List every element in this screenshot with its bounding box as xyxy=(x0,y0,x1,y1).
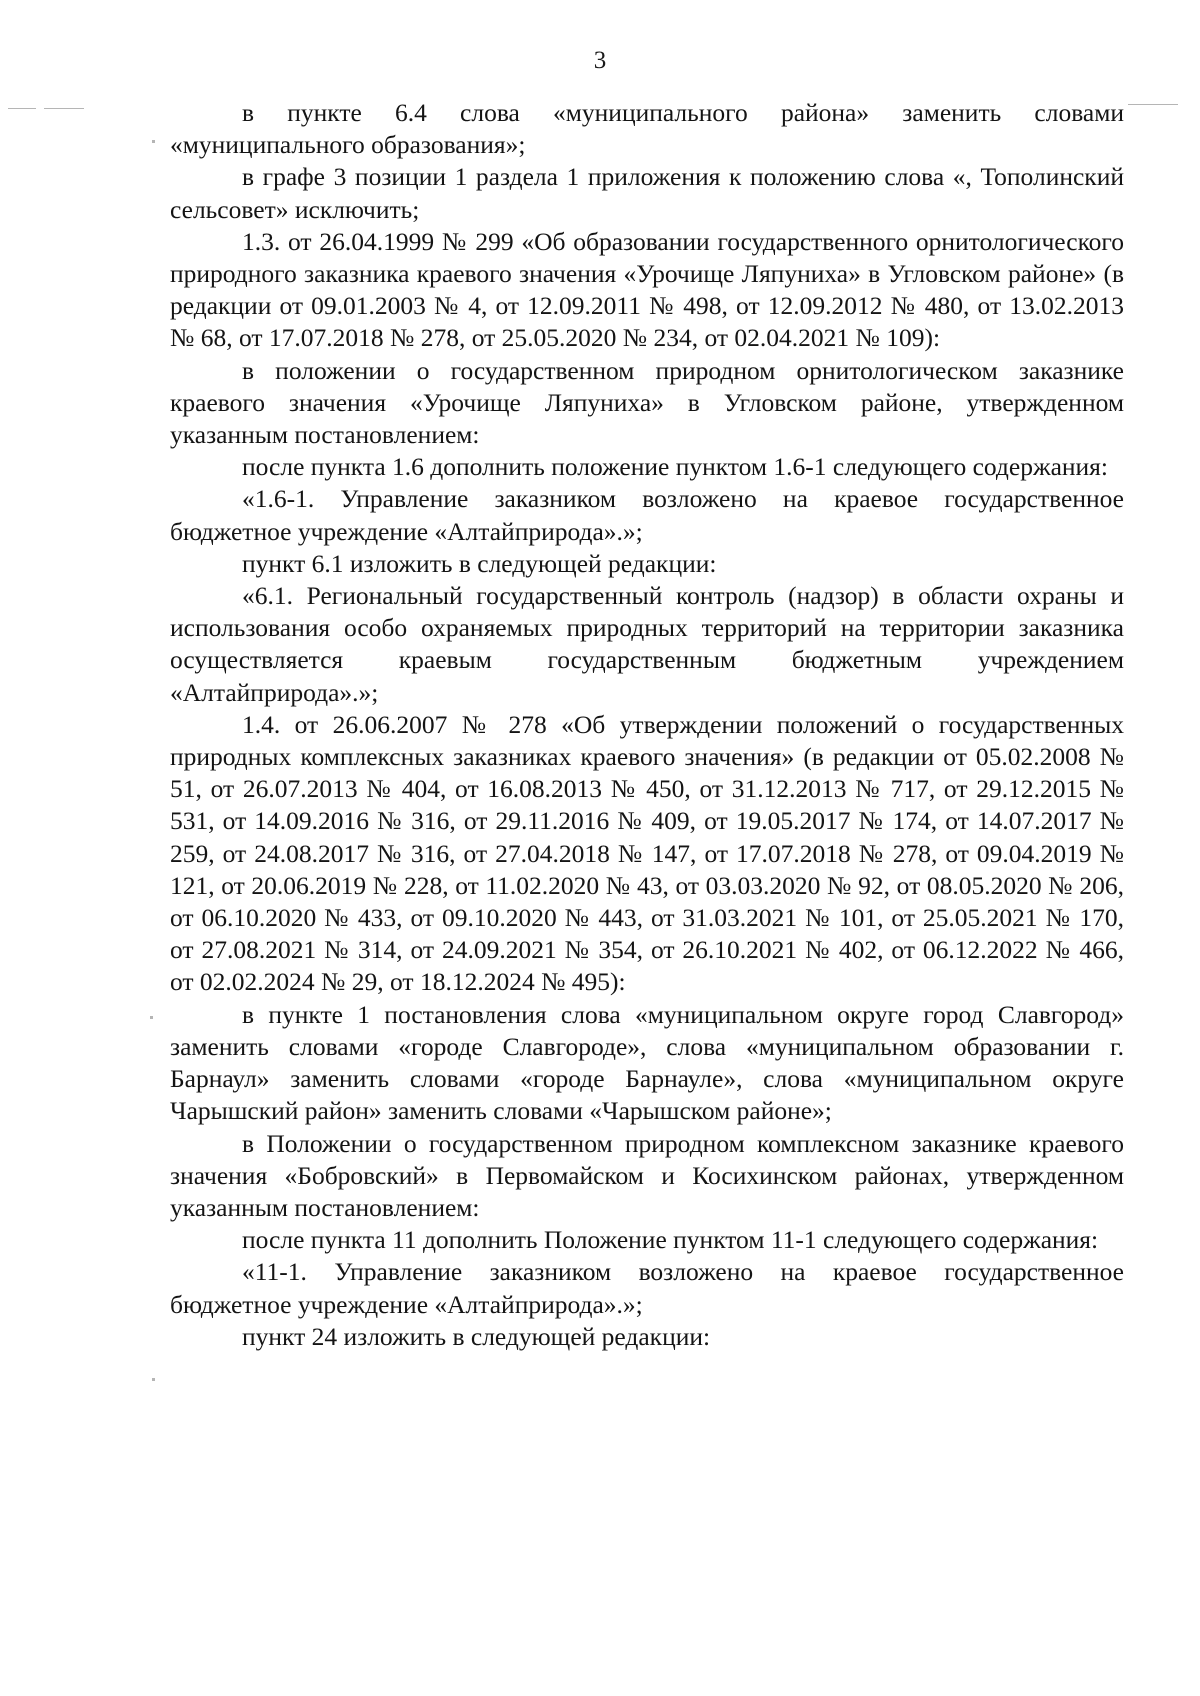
paragraph: 1.4. от 26.06.2007 № 278 «Об утверждении положений о государственных природных комплексных заказниках краевого значения» (в редакции от 05.02.2008 № 51, от 26.07.2013 № 404, от 16.08.2013 № 450, от 31.12.2013 № 717, от 29.12.2015 № 531, от 14.09.2016 № 316, от 29.11.2016 № 409, от 19.05.2017 № 174, от 14.07.2017 № 259, от 24.08.2017 № 316, от 27.04.2018 № 147, от 17.07.2018 № 278, от 09.04.2019 № 121, от 20.06.2019 № 228, от 11.02.2020 № 43, от 03.03.2020 № 92, от 08.05.2020 № 206, от 06.10.2020 № 433, от 09.10.2020 № 443, от 31.03.2021 № 101, от 25.05.2021 № 170, от 27.08.2021 № 314, от 24.09.2021 № 354, от 26.10.2021 № 402, от 06.12.2022 № 466, от 02.02.2024 № 29, от 18.12.2024 № 495): xyxy=(170,709,1124,997)
scan-speck xyxy=(152,1378,155,1381)
paragraph: в пункте 1 постановления слова «муниципальном округе город Славгород» заменить словами «городе Славгороде», слова «муниципальном образовании г. Барнаул» заменить словами «городе Барнауле», слова «муниципальном округе Чарышский район» заменить словами «Чарышском районе»; xyxy=(170,999,1124,1126)
paragraph: в Положении о государственном природном комплексном заказнике краевого значения «Бобровский» в Первомайском и Косихинском районах, утвержденном указанным постановлением: xyxy=(170,1128,1124,1222)
paragraph: в пункте 6.4 слова «муниципального района» заменить словами «муниципального образования»; xyxy=(170,98,1124,160)
paragraph: в положении о государственном природном орнитологическом заказнике краевого значения «Урочище Ляпуниха» в Угловском районе, утвержденном указанным постановлением: xyxy=(170,355,1124,450)
paragraph: после пункта 1.6 дополнить положение пунктом 1.6-1 следующего содержания: xyxy=(242,452,1108,482)
paragraph: в графе 3 позиции 1 раздела 1 приложения к положению слова «, Тополинский сельсовет» исключить; xyxy=(170,162,1124,224)
scan-speck xyxy=(150,1016,153,1019)
paragraph: «11-1. Управление заказником возложено на краевое государственное бюджетное учреждение «Алтайприрода».»; xyxy=(170,1257,1124,1319)
scan-speck xyxy=(152,140,155,143)
paragraph: после пункта 11 дополнить Положение пунктом 11-1 следующего содержания: xyxy=(242,1225,1099,1255)
paragraph: 1.3. от 26.04.1999 № 299 «Об образовании государственного орнитологического природного заказника краевого значения «Урочище Ляпуниха» в Угловском районе» (в редакции от 09.01.2003 № 4, от 12.09.2011 № 498, от 12.09.2012 № 480, от 13.02.2013 № 68, от 17.07.2018 № 278, от 25.05.2020 № 234, от 02.04.2021 № 109): xyxy=(170,226,1124,353)
scan-speck xyxy=(1128,104,1178,105)
paragraph: пункт 24 изложить в следующей редакции: xyxy=(242,1321,711,1351)
document-body xyxy=(170,97,1124,1353)
paragraph: «1.6-1. Управление заказником возложено на краевое государственное бюджетное учреждение «Алтайприрода».»; xyxy=(170,484,1124,546)
scan-speck xyxy=(8,108,36,109)
paragraph: пункт 6.1 изложить в следующей редакции: xyxy=(242,548,717,578)
scan-speck xyxy=(44,108,84,109)
page-number: 3 xyxy=(593,47,607,74)
paragraph: «6.1. Региональный государственный контроль (надзор) в области охраны и использования особо охраняемых природных территорий на территории заказника осуществляется краевым государственным бюджетным учреждением «Алтайприрода».»; xyxy=(170,581,1124,707)
